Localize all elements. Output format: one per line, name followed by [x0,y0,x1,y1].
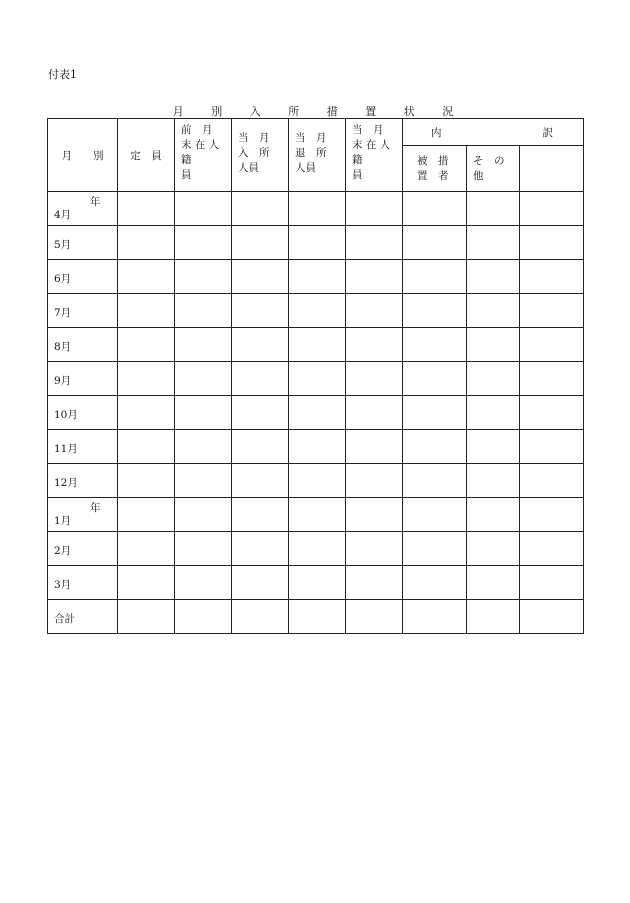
month-label: 10月 [54,408,78,421]
year-mark: 年 [90,502,101,514]
data-cell[interactable] [467,226,520,260]
data-cell[interactable] [118,566,175,600]
data-cell[interactable] [289,566,346,600]
header-breakdown [403,119,584,146]
month-cell [48,532,118,566]
data-cell[interactable] [175,362,232,396]
data-cell[interactable] [118,260,175,294]
data-cell[interactable] [289,328,346,362]
month-cell [48,566,118,600]
table-row [48,226,584,260]
data-cell[interactable] [289,294,346,328]
data-cell[interactable] [346,294,403,328]
data-cell[interactable] [403,294,467,328]
data-cell[interactable] [520,192,584,226]
data-cell[interactable] [118,192,175,226]
month-label: 1月 [54,515,72,527]
data-cell[interactable] [118,396,175,430]
data-cell[interactable] [232,430,289,464]
data-cell[interactable] [175,294,232,328]
month-cell [48,600,118,634]
data-cell[interactable] [118,532,175,566]
data-cell[interactable] [520,600,584,634]
data-cell[interactable] [175,566,232,600]
data-cell[interactable] [232,396,289,430]
data-cell[interactable] [232,328,289,362]
data-cell[interactable] [467,464,520,498]
data-cell[interactable] [175,192,232,226]
header-sub-other: そ の 他 [467,146,520,192]
data-cell[interactable] [520,498,584,532]
table-row [48,192,584,226]
data-cell[interactable] [289,192,346,226]
data-cell[interactable] [403,192,467,226]
data-cell[interactable] [467,328,520,362]
doc-label: 付表1 [48,68,77,81]
data-cell[interactable] [232,566,289,600]
data-cell[interactable] [403,532,467,566]
data-cell[interactable] [346,498,403,532]
data-cell[interactable] [403,600,467,634]
month-cell [48,226,118,260]
data-cell[interactable] [289,260,346,294]
table-row [48,566,584,600]
data-cell[interactable] [467,260,520,294]
header-sub-placed: 被 措 置 者 [403,146,467,192]
month-cell [48,396,118,430]
data-cell[interactable] [346,260,403,294]
month-label: 8月 [54,340,72,353]
month-cell [48,464,118,498]
data-cell[interactable] [289,532,346,566]
data-cell[interactable] [232,192,289,226]
data-cell[interactable] [289,226,346,260]
month-label: 3月 [54,578,72,591]
data-cell[interactable] [118,362,175,396]
data-cell[interactable] [467,532,520,566]
data-cell[interactable] [175,396,232,430]
month-label: 5月 [54,238,72,251]
data-cell[interactable] [403,226,467,260]
table-row [48,362,584,396]
header-admit: 当 月 入 所 人員 [232,119,289,192]
data-cell[interactable] [175,260,232,294]
data-cell[interactable] [232,260,289,294]
data-cell[interactable] [520,532,584,566]
data-cell[interactable] [289,498,346,532]
month-label: 2月 [54,544,72,557]
data-cell[interactable] [289,396,346,430]
data-cell[interactable] [346,226,403,260]
table-row [48,294,584,328]
data-cell[interactable] [403,430,467,464]
data-cell[interactable] [346,362,403,396]
year-mark: 年 [90,196,101,208]
month-label: 4月 [54,209,72,221]
header-breakdown-left: 内 [431,127,442,139]
page-title: 月 別 入 所 措 置 状 況 [172,105,466,118]
data-cell[interactable] [520,294,584,328]
data-cell[interactable] [232,294,289,328]
header-month: 月 別 [48,119,118,192]
data-cell[interactable] [520,362,584,396]
data-cell[interactable] [175,464,232,498]
month-cell [48,328,118,362]
month-cell [48,192,118,226]
month-cell [48,362,118,396]
data-cell[interactable] [118,600,175,634]
data-cell[interactable] [175,532,232,566]
data-cell[interactable] [175,328,232,362]
data-cell[interactable] [520,396,584,430]
data-cell[interactable] [118,328,175,362]
data-cell[interactable] [118,464,175,498]
month-label: 合計 [54,612,75,625]
data-cell[interactable] [403,396,467,430]
data-cell[interactable] [175,226,232,260]
data-cell[interactable] [520,260,584,294]
table-row [48,498,584,532]
data-cell[interactable] [232,498,289,532]
data-cell[interactable] [467,362,520,396]
data-cell[interactable] [289,362,346,396]
data-cell[interactable] [520,226,584,260]
header-curr-end: 当 月 末 在 人 籍 員 [346,119,403,192]
data-cell[interactable] [403,328,467,362]
data-cell[interactable] [118,430,175,464]
data-cell[interactable] [403,464,467,498]
data-cell[interactable] [232,532,289,566]
data-cell[interactable] [118,498,175,532]
month-cell [48,430,118,464]
data-cell[interactable] [289,464,346,498]
data-cell[interactable] [232,226,289,260]
month-cell [48,294,118,328]
data-cell[interactable] [232,464,289,498]
data-cell[interactable] [346,430,403,464]
data-cell[interactable] [467,600,520,634]
data-cell[interactable] [467,294,520,328]
header-sub-blank [520,146,584,192]
month-label: 12月 [54,476,78,489]
table-row [48,328,584,362]
table-row [48,430,584,464]
data-cell[interactable] [467,566,520,600]
admission-table [47,118,584,634]
header-breakdown-right: 訳 [542,127,554,139]
data-cell[interactable] [467,396,520,430]
data-cell[interactable] [289,600,346,634]
data-cell[interactable] [403,498,467,532]
month-label: 7月 [54,306,72,319]
header-capacity: 定 員 [118,119,175,192]
data-cell[interactable] [289,430,346,464]
data-cell[interactable] [520,566,584,600]
table-row [48,464,584,498]
month-label: 9月 [54,374,72,387]
header-leave: 当 月 退 所 人員 [289,119,346,192]
data-cell[interactable] [467,430,520,464]
data-cell[interactable] [346,566,403,600]
data-cell[interactable] [175,498,232,532]
table-row [48,532,584,566]
data-cell[interactable] [232,362,289,396]
data-cell[interactable] [467,192,520,226]
data-cell[interactable] [118,226,175,260]
data-cell[interactable] [403,260,467,294]
table-row [48,600,584,634]
data-cell[interactable] [346,600,403,634]
data-cell[interactable] [520,464,584,498]
data-cell[interactable] [118,294,175,328]
month-cell [48,260,118,294]
data-cell[interactable] [346,192,403,226]
data-cell[interactable] [520,430,584,464]
data-cell[interactable] [175,430,232,464]
month-label: 6月 [54,272,72,285]
data-cell[interactable] [346,396,403,430]
data-cell[interactable] [403,362,467,396]
header-prev-end: 前 月 末 在 人 籍 員 [175,119,232,192]
data-cell[interactable] [175,600,232,634]
month-label: 11月 [54,442,78,455]
month-cell [48,498,118,532]
data-cell[interactable] [467,498,520,532]
data-cell[interactable] [520,328,584,362]
data-cell[interactable] [232,600,289,634]
table-row [48,260,584,294]
table-row [48,396,584,430]
data-cell[interactable] [346,328,403,362]
data-cell[interactable] [346,532,403,566]
data-cell[interactable] [403,566,467,600]
data-cell[interactable] [346,464,403,498]
